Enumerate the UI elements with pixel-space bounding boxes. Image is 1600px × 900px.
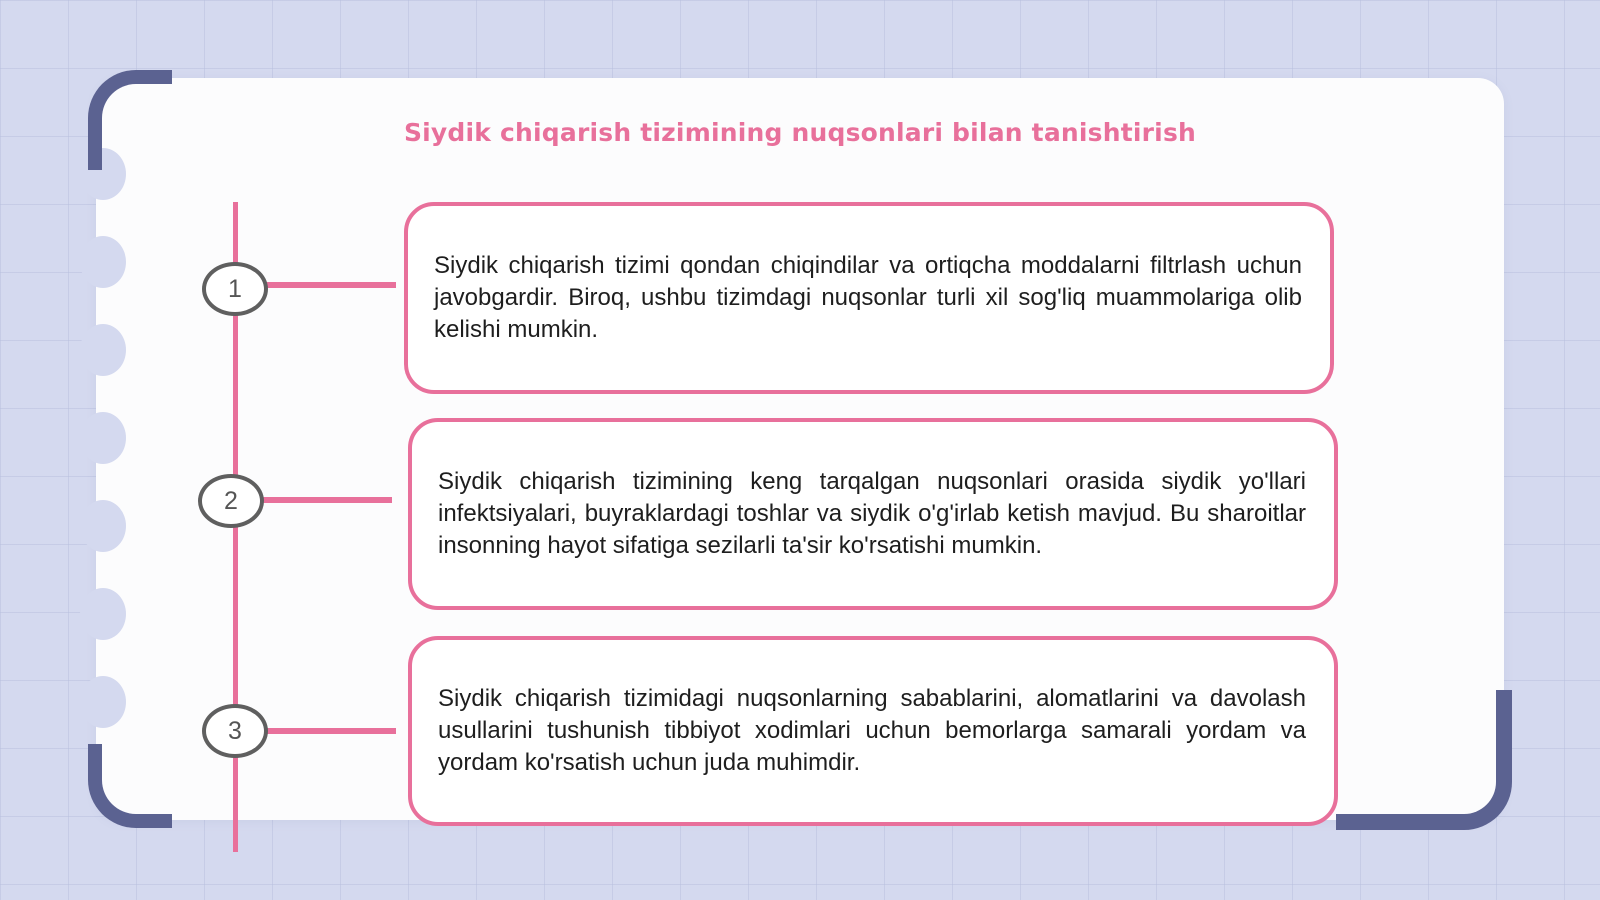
step-card-1 [404,202,1334,394]
step-number-3: 3 [202,704,268,758]
frame-corner-top-left [88,70,172,170]
frame-corner-bottom-right [1336,690,1512,830]
card-edge-notch [80,412,126,464]
card-edge-notch [80,588,126,640]
step-number-1: 1 [202,262,268,316]
slide-title: Siydik chiqarish tizimining nuqsonlari bilan tanishtirish [403,118,1197,147]
card-edge-notch [80,676,126,728]
step-text-1: Siydik chiqarish tizimi qondan chiqindilar va ortiqcha moddalarni filtrlash uchun javobgardir. Biroq, ushbu tizimdagi nuqsonlar turli xil sog'liq muammolariga olib kelishi mumkin. [434,252,1302,343]
card-edge-notch [80,324,126,376]
step-card-2 [408,418,1338,610]
frame-corner-bottom-left [88,744,172,828]
step-card-3 [408,636,1338,826]
card-edge-notch [80,236,126,288]
card-edge-notch [80,500,126,552]
timeline-connector-2 [262,497,392,503]
step-text-3: Siydik chiqarish tizimidagi nuqsonlarning sabablarini, alomatlarini va davolash usullarini tushunish tibbiyot xodimlari uchun bemorlarga samarali yordam va yordam ko'rsatish uchun juda muhimdir. [438,685,1306,776]
timeline-connector-1 [266,282,396,288]
step-text-2: Siydik chiqarish tizimining keng tarqalgan nuqsonlari orasida siydik yo'llari infektsiyalari, buyraklardagi toshlar va siydik o'g'irlab ketish mavjud. Bu sharoitlar insonning hayot sifatiga sezilarli ta'sir ko'rsatishi mumkin. [438,468,1306,559]
timeline-connector-3 [266,728,396,734]
step-number-2: 2 [198,474,264,528]
